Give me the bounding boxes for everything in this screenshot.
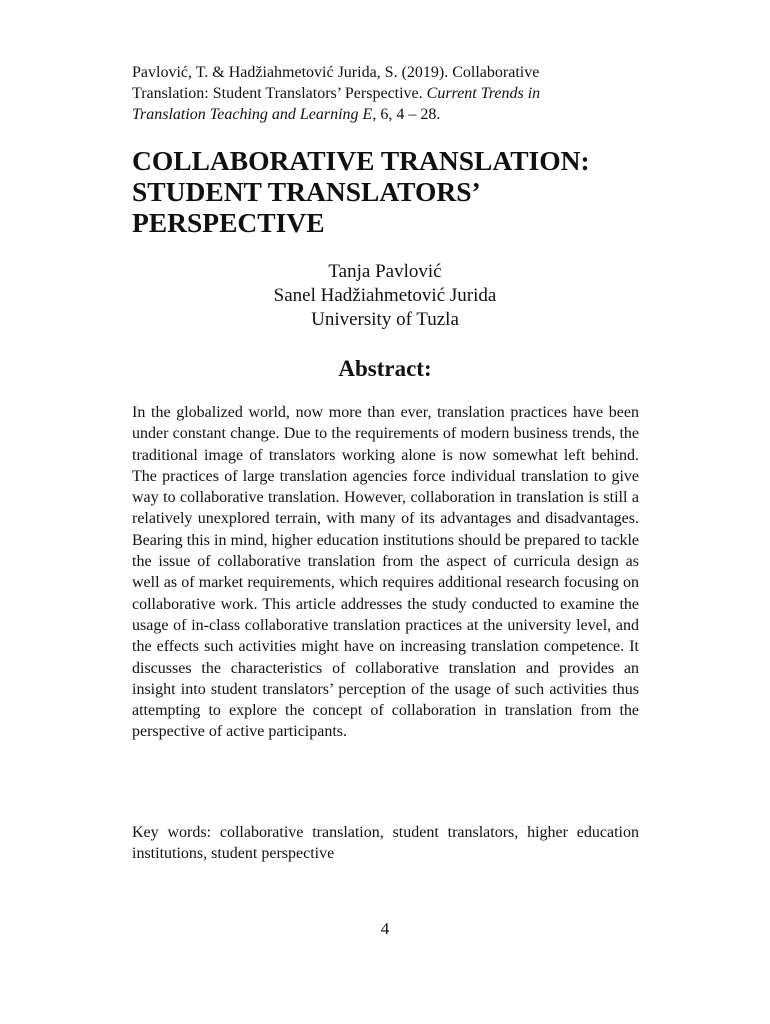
title-line-3: PERSPECTIVE	[132, 207, 325, 238]
keywords: Key words: collaborative translation, student translators, higher education institutions, student perspective	[132, 824, 639, 863]
abstract-heading: Abstract:	[338, 356, 432, 381]
citation-line-3	[132, 104, 632, 125]
title-line-1: COLLABORATIVE TRANSLATION:	[132, 145, 590, 176]
title-line-2: STUDENT TRANSLATORS’	[132, 176, 481, 207]
author-affiliation: University of Tuzla	[311, 309, 459, 330]
citation-journal-part-1: Current Trends in	[426, 85, 541, 102]
citation-journal-part-2: Translation Teaching and Learning E	[132, 106, 373, 123]
citation-line-2-text: Translation: Student Translators’ Perspective.	[132, 85, 427, 102]
citation-volume-pages: , 6, 4 – 28.	[372, 106, 441, 123]
author-block	[132, 260, 638, 332]
author-name: Sanel Hadžiahmetović Jurida	[273, 285, 497, 306]
citation-line-2	[132, 83, 632, 104]
abstract-text: In the globalized world, now more than ever, translation practices have been under constant change. Due to the requirements of modern business trends, the traditional image of translators working alone is now somewhat left behind. The practices of large translation agencies force individual translation to give way to collaborative translation. However, collaboration in translation is still a relatively unexplored terrain, with many of its advantages and disadvantages. Bearing this in mind, higher education institutions should be prepared to tackle the issue of collaborative translation from the aspect of curricula design as well as of market requirements, which requires additional research focusing on collaborative work. This article addresses the study conducted to examine the usage of in-class collaborative translation practices at the university level, and the effects such activities might have on increasing translation competence. It discusses the characteristics of collaborative translation and provides an insight into student translators’ perception of the usage of such activities thus attempting to explore the concept of collaboration in translation from the perspective of active participants.	[132, 404, 639, 741]
author-name: Tanja Pavlović	[328, 261, 442, 282]
page-number: 4	[380, 919, 390, 938]
paper-title	[132, 145, 652, 238]
citation-line-1: Pavlović, T. & Hadžiahmetović Jurida, S. (2019). Collaborative	[132, 64, 540, 81]
citation	[132, 62, 632, 125]
